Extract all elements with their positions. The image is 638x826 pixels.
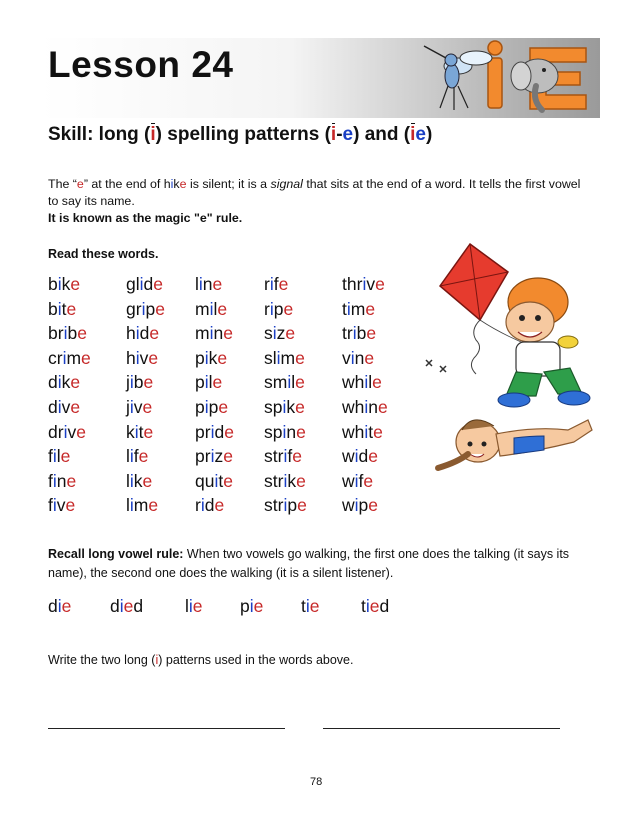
word-column bbox=[264, 272, 307, 518]
word-item: dike bbox=[48, 372, 81, 393]
long-i-red: i bbox=[330, 124, 337, 145]
word-item: time bbox=[342, 298, 376, 319]
magic-e-rule: It is known as the magic "e" rule. bbox=[48, 211, 243, 225]
word-item: wipe bbox=[342, 495, 378, 516]
word-item: pride bbox=[195, 421, 234, 442]
word-item: strike bbox=[264, 470, 306, 491]
word-item: whine bbox=[342, 396, 388, 417]
word-item: strife bbox=[264, 446, 302, 467]
answer-line-1[interactable] bbox=[48, 728, 285, 729]
write-instruction: Write the two long (i) patterns used in the words above. bbox=[48, 653, 354, 667]
read-words-heading: Read these words. bbox=[48, 247, 159, 261]
ie-word: lie bbox=[185, 596, 203, 616]
word-item: five bbox=[48, 495, 76, 516]
word-item: stripe bbox=[264, 495, 307, 516]
word-item: thrive bbox=[342, 274, 385, 294]
word-item: pile bbox=[195, 372, 223, 393]
word-item: mine bbox=[195, 323, 233, 344]
word-column bbox=[195, 272, 234, 518]
word-item: wife bbox=[342, 470, 374, 491]
word-item: white bbox=[342, 421, 383, 442]
word-item: hive bbox=[126, 347, 159, 368]
word-item: ripe bbox=[264, 298, 294, 319]
long-i-red: i bbox=[410, 124, 416, 145]
word-item: pipe bbox=[195, 396, 229, 417]
word-column bbox=[48, 272, 91, 518]
kite-boy-illustration bbox=[418, 238, 598, 518]
word-column bbox=[342, 272, 388, 518]
ie-word: tied bbox=[361, 596, 390, 616]
word-item: bite bbox=[48, 298, 77, 319]
intro-paragraph: The “e” at the end of hike is silent; it is a signal that sits at the end of a word. It tells the first vowel to say its name. It is known as the magic "e" rule. bbox=[48, 176, 593, 227]
word-item: size bbox=[264, 323, 296, 344]
word-item: file bbox=[48, 446, 71, 467]
word-item: lime bbox=[126, 495, 159, 516]
answer-line-2[interactable] bbox=[323, 728, 560, 729]
word-item: while bbox=[342, 372, 382, 393]
ie-word: died bbox=[110, 596, 144, 616]
mosquito-elephant-illustration bbox=[418, 36, 600, 116]
word-item: pike bbox=[195, 347, 228, 368]
word-item: slime bbox=[264, 347, 305, 368]
word-item: kite bbox=[126, 421, 154, 442]
word-item: drive bbox=[48, 421, 86, 442]
word-item: hide bbox=[126, 323, 160, 344]
word-item: jibe bbox=[126, 372, 154, 393]
ie-word: die bbox=[48, 596, 72, 616]
word-item: rife bbox=[264, 274, 289, 294]
word-item: vine bbox=[342, 347, 375, 368]
word-item: gripe bbox=[126, 298, 165, 319]
word-item: like bbox=[126, 470, 153, 491]
word-item: mile bbox=[195, 298, 228, 319]
lesson-title: Lesson 24 bbox=[48, 44, 234, 85]
word-item: bribe bbox=[48, 323, 87, 344]
word-item: spine bbox=[264, 421, 306, 442]
ie-word: tie bbox=[301, 596, 320, 616]
word-item: spike bbox=[264, 396, 305, 417]
word-item: crime bbox=[48, 347, 91, 368]
ie-word: pie bbox=[240, 596, 264, 616]
word-item: ride bbox=[195, 495, 225, 516]
word-item: line bbox=[195, 274, 223, 294]
word-item: fine bbox=[48, 470, 77, 491]
word-item: smile bbox=[264, 372, 305, 393]
silent-e-blue: e bbox=[342, 124, 354, 145]
word-column bbox=[126, 272, 165, 518]
word-item: quite bbox=[195, 470, 233, 491]
word-item: dive bbox=[48, 396, 81, 417]
silent-e-blue: e bbox=[415, 124, 426, 145]
word-item: tribe bbox=[342, 323, 377, 344]
word-item: glide bbox=[126, 274, 163, 294]
word-item: jive bbox=[126, 396, 153, 417]
long-i-red: i bbox=[150, 124, 156, 145]
skill-heading: Skill: long (i) spelling patterns (i-e) and (ie) bbox=[48, 124, 433, 145]
word-item: bike bbox=[48, 274, 81, 294]
page-number: 78 bbox=[310, 776, 323, 788]
word-item: wide bbox=[342, 446, 378, 467]
recall-rule-paragraph: Recall long vowel rule: When two vowels go walking, the first one does the talking (it says its name), the second one does the walking (it is a silent listener). bbox=[48, 547, 570, 580]
word-item: life bbox=[126, 446, 149, 467]
word-item: prize bbox=[195, 446, 233, 467]
